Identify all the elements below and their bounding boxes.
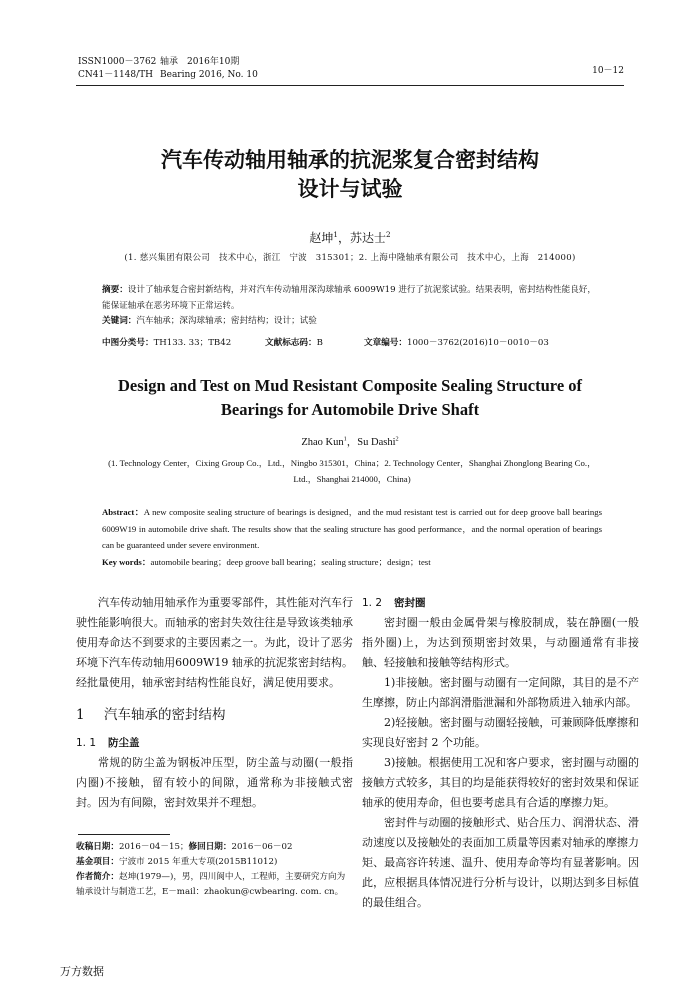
abstract-cn: 摘要：设计了轴承复合密封新结构，并对汽车传动轴用深沟球轴承 6009W19 进行了抗泥浆试验。结果表明，密封结构性能良好，能保证轴承在恶劣环境下正常运转。 关键词：汽车轴承；深沟球轴承；密封结构；设计；试验 [102, 283, 602, 330]
issn: ISSN1000－3762 [78, 57, 157, 67]
body-column-right [362, 593, 639, 913]
doc-code: 文献标志码：B [265, 338, 323, 348]
keywords-en: Key words：automobile bearing；deep groove ball bearing；sealing structure；design；test [102, 556, 431, 567]
affiliation-cn: (1. 慈兴集团有限公司 技术中心，浙江 宁波 315301；2. 上海中隆轴承有限公司 技术中心，上海 214000) [124, 253, 576, 263]
paragraph: 1)非接触。密封圈与动圈有一定间隙，其目的是不产生摩擦，防止内部润滑脂泄漏和外部物质进入轴承内部。 [362, 676, 639, 709]
paragraph: 密封件与动圈的接触形式、贴合压力、润滑状态、滑动速度以及接触处的表面加工质量等因素对轴承的摩擦力矩、最高容许转速、温升、使用寿命等均有显著影响。因此，应根据具体情况进行分析与设计，以期达到多目标值的最佳组合。 [362, 816, 639, 909]
wanfang-watermark: 万方数据 [60, 965, 104, 978]
authors-en: Zhao Kun$^1$，Su Dashi$^2$ [301, 435, 399, 448]
section-1-heading: 1 汽车轴承的密封结构 [76, 707, 226, 723]
paragraph: 3)接触。根据使用工况和客户要求，密封圈与动圈的接触方式较多，其目的均是能获得较好的密封效果和保证轴承的使用寿命，但也要考虑具有合适的摩擦力矩。 [362, 756, 639, 809]
keywords-cn: 关键词：汽车轴承；深沟球轴承；密封结构；设计；试验 [102, 316, 317, 326]
cn-code: CN41－1148/TH [78, 70, 154, 80]
journal-issue-en: Bearing 2016, No. 10 [160, 70, 258, 80]
authors-cn: 赵坤$^1$，苏达士$^2$ [309, 230, 391, 245]
article-number: 文章编号：1000－3762(2016)10－0010－03 [364, 338, 549, 348]
title-cn: 汽车传动轴用轴承的抗泥浆复合密封结构 设计与试验 [161, 148, 539, 201]
page-range: 10－12 [592, 66, 624, 76]
section-1-2-heading: 1. 2 密封圈 [362, 597, 426, 609]
affiliation-en: (1. Technology Center，Cixing Group Co.，Ltd.，Ningbo 315301，China；2. Technology Center，Shanghai Zhonglong Bearing Co.，Ltd.，Shanghai 214000，China) [108, 458, 596, 484]
section-1-1-paragraph: 常规的防尘盖为钢板冲压型，防尘盖与动圈(一般指内圈)不接触，留有较小的间隙，通常称为非接触式密封。因为有间隙，密封效果并不理想。 [76, 756, 353, 809]
clc-number: 中图分类号：TH133. 33；TB42 [102, 338, 232, 348]
paragraph: 密封圈一般由金属骨架与橡胶制成，装在静圈(一般指外圈)上，为达到预期密封效果，与动圈通常有非接触、轻接触和接触等结构形式。 [362, 616, 639, 669]
body-column-left [76, 593, 353, 813]
intro-paragraph: 汽车传动轴用轴承作为重要零部件，其性能对汽车行驶性能影响很大。而轴承的密封失效往往是导致该类轴承使用寿命达不到要求的主要因素之一。为此，设计了恶劣环境下汽车传动轴用6009W19 轴承的抗泥浆密封结构。经批量使用，轴承密封结构性能良好，满足使用要求。 [76, 596, 353, 689]
title-en: Design and Test on Mud Resistant Composite Sealing Structure of Bearings for Automobile Drive Shaft [117, 376, 583, 419]
journal-issue-cn: 轴承 2016年10期 [160, 57, 240, 67]
header-divider [76, 85, 624, 86]
journal-header [78, 56, 258, 82]
abstract-en: Abstract：A new composite sealing structure of bearings is designed，and the mud resistant test is carried out for deep groove ball bearings 6009W19 in automobile drive shaft. The results show that the sealing structure has good performance，and the normal operation of bearings can be guaranteed under severe environment. Key words：automobile bearing；deep groove ball bearing；sealing structure；design；test [102, 504, 602, 570]
footnote-divider [78, 834, 170, 835]
footnotes: 收稿日期：2016－04－15；修回日期：2016－06－02 基金项目：宁波市 2015 年重大专项(2015B11012) 作者简介：赵坤(1979—)，男，四川阆中人，工程师，主要研究方向为轴承设计与制造工艺，E－mail：zhaokun@cwbearing. com. cn。 [76, 842, 346, 897]
section-1-1-heading: 1. 1 防尘盖 [76, 737, 140, 749]
paragraph: 2)轻接触。密封圈与动圈轻接触，可兼顾降低摩擦和实现良好密封 2 个功能。 [362, 716, 639, 749]
